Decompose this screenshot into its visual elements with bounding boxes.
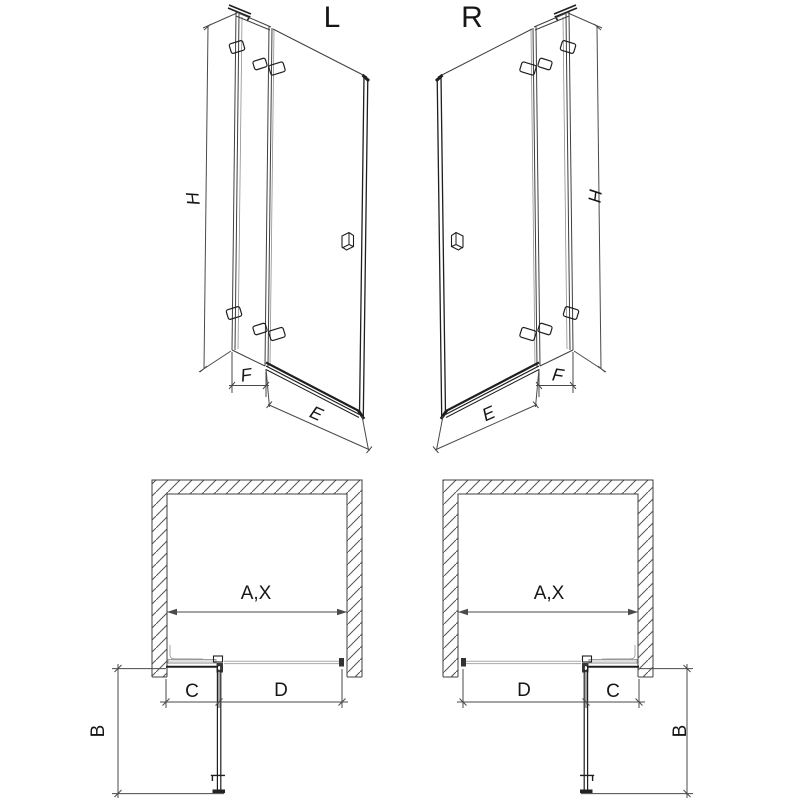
dim-label-door-swing-left: B [88,724,109,738]
dim-opening [167,609,347,615]
handle-knob-icon [342,233,354,251]
dim-label-fixed-width-left: F [239,364,254,386]
hinge-icon [252,323,285,341]
wall-bracket-plan [339,658,344,667]
wall-hatching [443,480,653,677]
perspective-right-view [433,5,606,453]
dim-label-door-width-left: E [306,401,326,426]
plan-left-view [112,480,362,798]
dim-label-door-segment-left: D [274,680,288,701]
dim-label-opening-left: A,X [240,583,272,604]
fixed-panel [232,12,272,367]
dim-label-height-right: H [584,188,606,204]
perspective-left-view [199,5,372,453]
wall-hatching [152,480,362,677]
dim-label-fixed-segment-left: C [185,681,199,702]
dim-label-door-swing-right: B [670,724,691,738]
dim-label-height-left: H [182,191,204,207]
dim-height [199,13,237,372]
label-left-variant: L [323,1,341,34]
dim-label-fixed-segment-right: C [606,681,620,702]
hinge-pivot [214,656,224,673]
plan-right-view [443,480,693,798]
dim-label-door-width-right: E [479,401,499,426]
label-right-variant: R [461,1,483,34]
dim-label-door-segment-right: D [517,680,531,701]
dim-label-opening-right: A,X [533,583,565,604]
dim-label-fixed-width-right: F [550,364,565,386]
open-door [211,666,225,793]
closed-door-line [224,658,344,667]
walls [152,480,362,677]
fixed-panel-plan [166,645,217,667]
labels [88,1,691,737]
wall-bracket-icon [226,306,242,320]
door-bottom-rail [213,790,226,794]
wall-bracket-icon [229,40,245,54]
dim-door-swing [112,664,224,798]
door-panel [270,29,369,416]
